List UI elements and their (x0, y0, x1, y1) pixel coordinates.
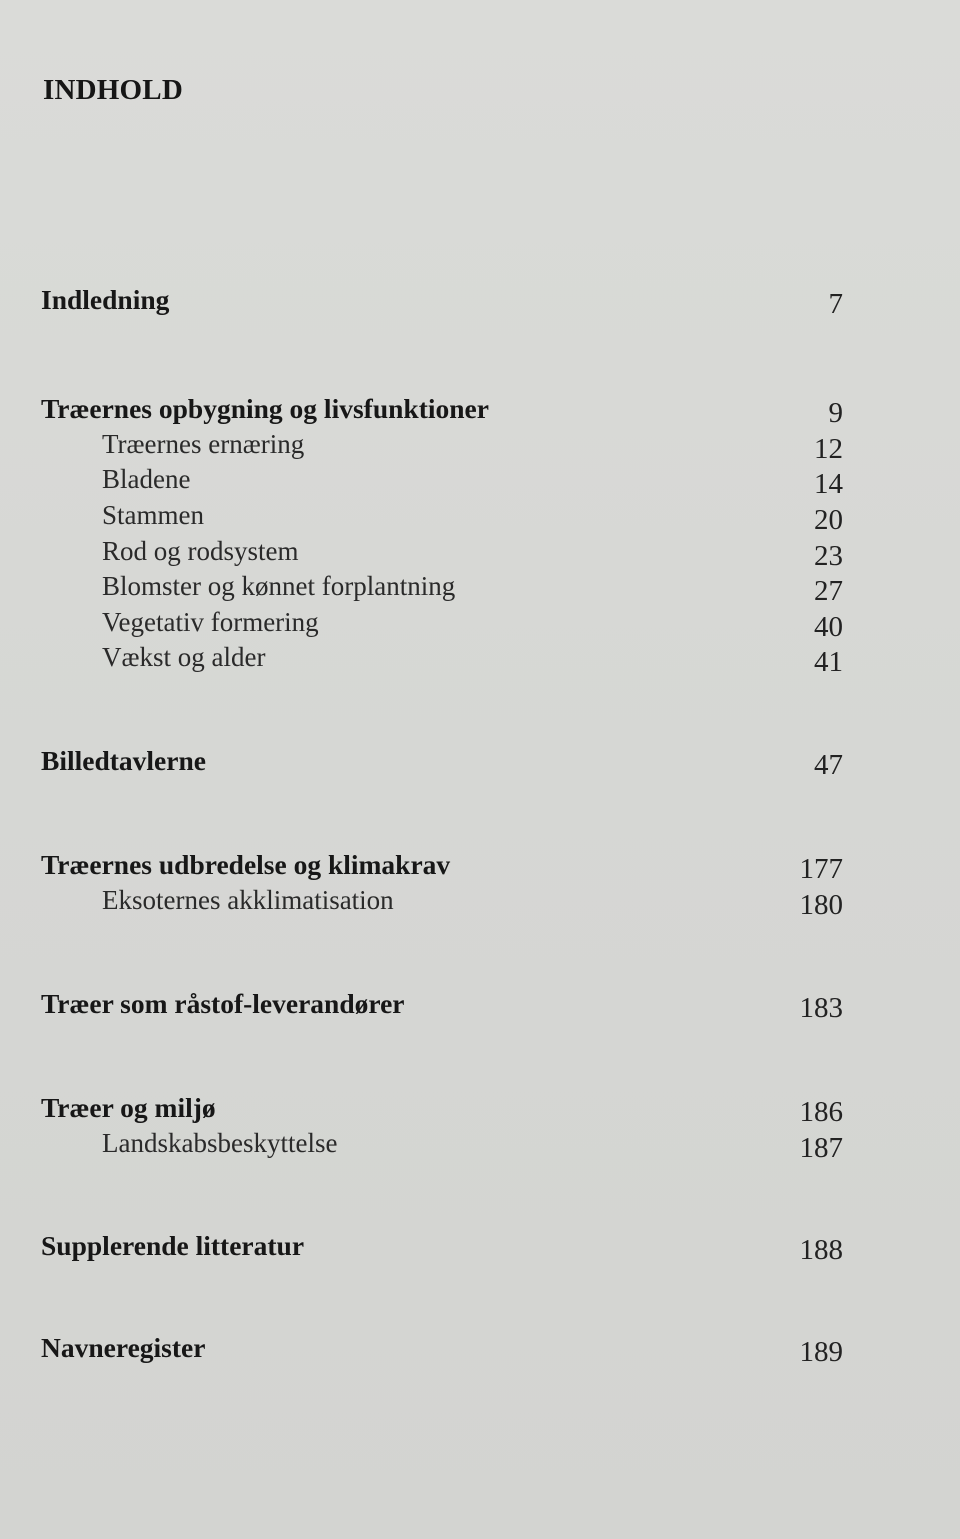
toc-entry-raastof (0, 988, 960, 1028)
toc-entry-page: 183 (799, 992, 843, 1024)
toc-entry-miljo (0, 1092, 960, 1132)
toc-entry-title: Vegetativ formering (102, 607, 319, 637)
toc-subentry-akklimatisation (0, 885, 960, 925)
toc-entry-title: Rod og rodsystem (102, 536, 299, 566)
toc-entry-page: 188 (799, 1234, 843, 1266)
toc-entry-page: 187 (799, 1132, 843, 1164)
toc-entry-title: Bladene (102, 464, 191, 494)
toc-subentry-vegetativ (0, 607, 960, 647)
toc-entry-page: 180 (799, 889, 843, 921)
toc-entry-page: 27 (814, 575, 843, 607)
toc-entry-page: 12 (814, 433, 843, 465)
toc-entry-title: Billedtavlerne (41, 745, 206, 776)
toc-entry-page: 186 (799, 1096, 843, 1128)
toc-entry-page: 47 (814, 749, 843, 781)
toc-entry-page: 189 (799, 1336, 843, 1368)
toc-entry-page: 14 (814, 468, 843, 500)
toc-entry-navneregister (0, 1332, 960, 1372)
toc-entry-page: 177 (799, 853, 843, 885)
toc-entry-litteratur (0, 1230, 960, 1270)
toc-entry-opbygning (0, 393, 960, 433)
page-title: INDHOLD (43, 74, 183, 106)
toc-entry-page: 41 (814, 646, 843, 678)
toc-subentry-blomster (0, 571, 960, 611)
toc-entry-title: Træer og miljø (41, 1092, 216, 1123)
toc-subentry-landskab (0, 1128, 960, 1168)
toc-subentry-stammen (0, 500, 960, 540)
toc-entry-page: 40 (814, 611, 843, 643)
toc-entry-title: Navneregister (41, 1332, 206, 1363)
toc-entry-page: 23 (814, 540, 843, 572)
toc-entry-title: Træernes udbredelse og klimakrav (41, 849, 451, 880)
toc-entry-title: Træernes opbygning og livsfunktioner (41, 393, 489, 424)
toc-entry-title: Træernes ernæring (102, 429, 305, 459)
toc-entry-indledning (0, 284, 960, 324)
toc-subentry-bladene (0, 464, 960, 504)
toc-entry-title: Vækst og alder (102, 642, 266, 672)
toc-subentry-vaekst (0, 642, 960, 682)
toc-entry-title: Stammen (102, 500, 204, 530)
toc-entry-title: Eksoternes akklimatisation (102, 885, 394, 915)
toc-entry-page: 9 (828, 397, 843, 429)
toc-entry-title: Indledning (41, 284, 170, 315)
toc-entry-billedtavlerne (0, 745, 960, 785)
toc-entry-title: Blomster og kønnet forplantning (102, 571, 456, 601)
toc-entry-page: 20 (814, 504, 843, 536)
toc-entry-title: Træer som råstof-leverandører (41, 988, 405, 1019)
toc-entry-title: Landskabsbeskyttelse (102, 1128, 338, 1158)
toc-entry-page: 7 (828, 288, 843, 320)
toc-subentry-rod (0, 536, 960, 576)
toc-entry-title: Supplerende litteratur (41, 1230, 305, 1261)
toc-subentry-ernaering (0, 429, 960, 469)
toc-entry-udbredelse (0, 849, 960, 889)
